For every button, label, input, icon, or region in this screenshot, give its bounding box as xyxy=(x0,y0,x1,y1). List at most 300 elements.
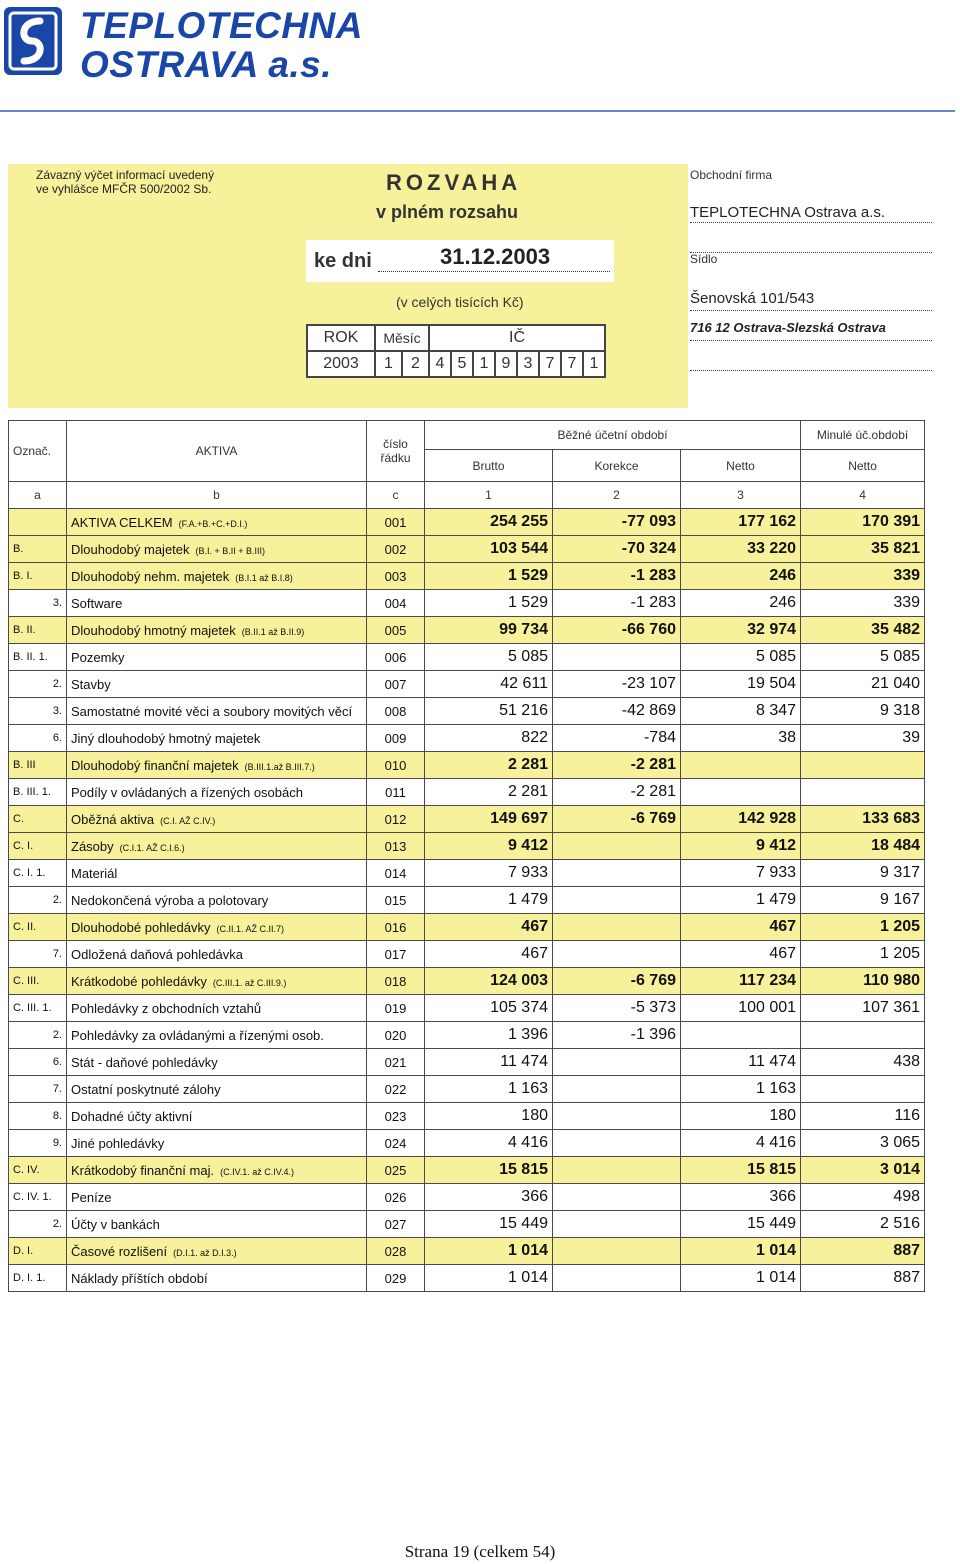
row-number: 007 xyxy=(367,671,425,698)
form-header xyxy=(8,164,934,408)
row-label-text: Pozemky xyxy=(71,649,125,665)
row-netto-prev xyxy=(801,1076,925,1103)
table-row xyxy=(9,779,925,806)
row-number: 001 xyxy=(367,509,425,536)
row-korekce: -2 281 xyxy=(553,752,681,779)
table-row xyxy=(9,1103,925,1130)
row-netto-prev: 498 xyxy=(801,1184,925,1211)
row-oznaceni: B. I. xyxy=(9,563,67,590)
row-oznaceni: C. II. xyxy=(9,914,67,941)
row-brutto: 103 544 xyxy=(425,536,553,563)
row-label xyxy=(67,1103,367,1130)
row-korekce xyxy=(553,1211,681,1238)
row-label-formula: (C.IV.1. až C.IV.4.) xyxy=(220,1166,294,1177)
ic-digit: 7 xyxy=(539,351,561,377)
seat-dotted-line-top xyxy=(690,252,932,253)
row-oznaceni: B. II. 1. xyxy=(9,644,67,671)
row-netto: 32 974 xyxy=(681,617,801,644)
row-label-text: Dlouhodobý majetek xyxy=(71,541,190,557)
form-subtitle: v plném rozsahu xyxy=(376,202,519,222)
row-label xyxy=(67,1130,367,1157)
row-brutto: 5 085 xyxy=(425,644,553,671)
rok-label: ROK xyxy=(307,325,375,351)
row-label xyxy=(67,833,367,860)
row-netto-prev: 9 167 xyxy=(801,887,925,914)
row-label-text: Dlouhodobý finanční majetek xyxy=(71,757,239,773)
row-netto: 9 412 xyxy=(681,833,801,860)
row-label xyxy=(67,1184,367,1211)
row-netto-prev: 116 xyxy=(801,1103,925,1130)
row-korekce xyxy=(553,1076,681,1103)
balance-sheet-form xyxy=(4,164,932,1308)
row-oznaceni: 2. xyxy=(9,1211,67,1238)
row-number: 013 xyxy=(367,833,425,860)
row-netto: 1 479 xyxy=(681,887,801,914)
row-netto: 7 933 xyxy=(681,860,801,887)
row-label xyxy=(67,509,367,536)
row-label xyxy=(67,806,367,833)
row-label-text: Odložená daňová pohledávka xyxy=(71,946,244,962)
row-netto-prev: 107 361 xyxy=(801,995,925,1022)
row-label xyxy=(67,1238,367,1265)
row-label-text: Zásoby xyxy=(71,838,114,854)
row-netto: 19 504 xyxy=(681,671,801,698)
table-body xyxy=(9,509,925,1292)
row-brutto: 11 474 xyxy=(425,1049,553,1076)
firm-info xyxy=(688,164,938,408)
row-netto: 180 xyxy=(681,1103,801,1130)
col-index-1: 1 xyxy=(425,482,553,509)
table-row xyxy=(9,509,925,536)
firm-label: Obchodní firma xyxy=(690,168,773,182)
row-brutto: 1 014 xyxy=(425,1238,553,1265)
row-number: 005 xyxy=(367,617,425,644)
ic-digit: 2 xyxy=(402,351,429,377)
ic-digit: 5 xyxy=(451,351,473,377)
row-number: 015 xyxy=(367,887,425,914)
row-netto-prev: 5 085 xyxy=(801,644,925,671)
row-number: 017 xyxy=(367,941,425,968)
row-number: 026 xyxy=(367,1184,425,1211)
row-label-text: Materiál xyxy=(71,865,118,881)
date-value: 31.12.2003 xyxy=(440,244,551,269)
row-number: 020 xyxy=(367,1022,425,1049)
row-korekce xyxy=(553,941,681,968)
table-row xyxy=(9,1265,925,1292)
row-label xyxy=(67,887,367,914)
table-header-row xyxy=(9,421,925,450)
row-number: 016 xyxy=(367,914,425,941)
row-netto-prev: 21 040 xyxy=(801,671,925,698)
header-netto-prev: Netto xyxy=(801,450,925,482)
row-oznaceni: B. xyxy=(9,536,67,563)
firm-name: TEPLOTECHNA Ostrava a.s. xyxy=(690,204,886,221)
ic-digit: 9 xyxy=(495,351,517,377)
table-row xyxy=(9,887,925,914)
row-netto: 11 474 xyxy=(681,1049,801,1076)
row-label-text: Náklady příštích období xyxy=(71,1270,208,1286)
table-row xyxy=(9,644,925,671)
row-brutto: 1 479 xyxy=(425,887,553,914)
row-brutto: 1 529 xyxy=(425,590,553,617)
row-netto: 38 xyxy=(681,725,801,752)
row-label xyxy=(67,1049,367,1076)
seat-street: Šenovská 101/543 xyxy=(690,290,815,307)
row-brutto: 1 396 xyxy=(425,1022,553,1049)
row-label xyxy=(67,941,367,968)
row-label-text: AKTIVA CELKEM xyxy=(71,514,173,530)
row-oznaceni: 6. xyxy=(9,725,67,752)
row-brutto: 15 449 xyxy=(425,1211,553,1238)
table-row xyxy=(9,833,925,860)
row-label-text: Dlouhodobý hmotný majetek xyxy=(71,622,236,638)
row-brutto: 7 933 xyxy=(425,860,553,887)
row-netto-prev xyxy=(801,752,925,779)
table-row xyxy=(9,563,925,590)
row-number: 024 xyxy=(367,1130,425,1157)
assets-table xyxy=(8,420,925,1292)
row-korekce xyxy=(553,1265,681,1292)
row-label-formula: (B.I.1 až B.I.8) xyxy=(235,572,293,583)
row-korekce: -2 281 xyxy=(553,779,681,806)
ic-digit: 3 xyxy=(517,351,539,377)
row-label-text: Samostatné movité věci a soubory movitých věcí xyxy=(71,703,353,719)
ic-digit: 1 xyxy=(473,351,495,377)
row-brutto: 2 281 xyxy=(425,779,553,806)
row-netto-prev: 2 516 xyxy=(801,1211,925,1238)
row-oznaceni: 2. xyxy=(9,671,67,698)
brand-line-1: TEPLOTECHNA xyxy=(80,5,363,46)
row-label xyxy=(67,725,367,752)
row-brutto: 99 734 xyxy=(425,617,553,644)
table-row xyxy=(9,1049,925,1076)
row-brutto: 9 412 xyxy=(425,833,553,860)
table-row xyxy=(9,536,925,563)
row-brutto: 180 xyxy=(425,1103,553,1130)
row-netto: 15 449 xyxy=(681,1211,801,1238)
row-number: 025 xyxy=(367,1157,425,1184)
col-index-2: 2 xyxy=(553,482,681,509)
row-netto-prev: 110 980 xyxy=(801,968,925,995)
row-netto-prev: 170 391 xyxy=(801,509,925,536)
row-brutto: 105 374 xyxy=(425,995,553,1022)
row-korekce: -70 324 xyxy=(553,536,681,563)
row-brutto: 42 611 xyxy=(425,671,553,698)
row-label xyxy=(67,1022,367,1049)
row-korekce: -6 769 xyxy=(553,968,681,995)
row-label-text: Jiný dlouhodobý hmotný majetek xyxy=(71,730,261,746)
brand-line-2: OSTRAVA a.s. xyxy=(80,44,333,85)
row-korekce: -784 xyxy=(553,725,681,752)
date-box xyxy=(306,240,614,282)
mesic-label: Měsíc xyxy=(375,325,429,351)
legal-note-line-1: Závazný výčet informací uvedený xyxy=(36,168,215,182)
row-oznaceni: 3. xyxy=(9,590,67,617)
row-oznaceni: C. III. xyxy=(9,968,67,995)
row-netto-prev: 3 014 xyxy=(801,1157,925,1184)
row-label xyxy=(67,752,367,779)
row-korekce xyxy=(553,833,681,860)
row-oznaceni: 2. xyxy=(9,1022,67,1049)
row-netto xyxy=(681,1022,801,1049)
row-korekce: -1 283 xyxy=(553,563,681,590)
table-row xyxy=(9,1076,925,1103)
year-id-table xyxy=(306,324,606,378)
ic-digit: 1 xyxy=(583,351,605,377)
row-label-text: Účty v bankách xyxy=(71,1216,160,1232)
header-bezne-obdobi: Běžné účetní období xyxy=(425,421,801,450)
row-label-text: Ostatní poskytnuté zálohy xyxy=(71,1081,221,1097)
row-netto: 177 162 xyxy=(681,509,801,536)
row-label-formula: (C.II.1. AŽ C.II.7) xyxy=(216,923,285,934)
table-row xyxy=(9,698,925,725)
row-number: 006 xyxy=(367,644,425,671)
row-oznaceni: C. xyxy=(9,806,67,833)
row-oznaceni: 9. xyxy=(9,1130,67,1157)
row-korekce: -23 107 xyxy=(553,671,681,698)
row-oznaceni: C. I. xyxy=(9,833,67,860)
seat-dotted-line-3 xyxy=(690,370,932,371)
row-oznaceni: 2. xyxy=(9,887,67,914)
row-brutto: 467 xyxy=(425,914,553,941)
row-netto: 1 014 xyxy=(681,1265,801,1292)
row-number: 023 xyxy=(367,1103,425,1130)
row-oznaceni: B. III. 1. xyxy=(9,779,67,806)
row-netto-prev: 438 xyxy=(801,1049,925,1076)
form-title: ROZVAHA xyxy=(386,170,522,195)
row-netto: 467 xyxy=(681,941,801,968)
col-index-b: b xyxy=(67,482,367,509)
row-label-formula: (B.III.1.až B.III.7.) xyxy=(244,761,315,772)
row-korekce: -77 093 xyxy=(553,509,681,536)
logo-mark-icon xyxy=(4,7,62,75)
header-minule-obdobi: Minulé úč.období xyxy=(801,421,925,450)
date-label: ke dni xyxy=(314,250,372,272)
row-oznaceni: C. I. 1. xyxy=(9,860,67,887)
table-row xyxy=(9,617,925,644)
ic-digit: 4 xyxy=(429,351,451,377)
header-korekce: Korekce xyxy=(553,450,681,482)
table-row xyxy=(9,725,925,752)
row-brutto: 4 416 xyxy=(425,1130,553,1157)
row-netto: 246 xyxy=(681,563,801,590)
row-netto: 246 xyxy=(681,590,801,617)
table-row xyxy=(9,1022,925,1049)
row-brutto: 366 xyxy=(425,1184,553,1211)
row-oznaceni xyxy=(9,509,67,536)
row-oznaceni: 7. xyxy=(9,941,67,968)
row-label xyxy=(67,698,367,725)
row-netto: 15 815 xyxy=(681,1157,801,1184)
row-netto xyxy=(681,779,801,806)
row-oznaceni: C. III. 1. xyxy=(9,995,67,1022)
row-brutto: 1 529 xyxy=(425,563,553,590)
row-number: 002 xyxy=(367,536,425,563)
row-label xyxy=(67,536,367,563)
row-netto-prev: 9 318 xyxy=(801,698,925,725)
row-label-text: Dlouhodobé pohledávky xyxy=(71,919,211,935)
row-netto-prev: 9 317 xyxy=(801,860,925,887)
row-label xyxy=(67,617,367,644)
table-row xyxy=(9,1238,925,1265)
row-label-text: Jiné pohledávky xyxy=(71,1135,165,1151)
date-dotted-line xyxy=(378,271,610,272)
row-label-text: Krátkodobý finanční maj. xyxy=(71,1162,215,1178)
table-row xyxy=(9,1211,925,1238)
row-oznaceni: C. IV. xyxy=(9,1157,67,1184)
seat-dotted-line-2 xyxy=(690,340,932,341)
row-number: 028 xyxy=(367,1238,425,1265)
row-netto-prev: 39 xyxy=(801,725,925,752)
row-oznaceni: C. IV. 1. xyxy=(9,1184,67,1211)
row-netto-prev: 18 484 xyxy=(801,833,925,860)
row-number: 018 xyxy=(367,968,425,995)
row-oznaceni: B. III xyxy=(9,752,67,779)
row-netto-prev: 35 482 xyxy=(801,617,925,644)
row-netto: 100 001 xyxy=(681,995,801,1022)
row-netto-prev: 339 xyxy=(801,563,925,590)
row-netto: 366 xyxy=(681,1184,801,1211)
table-row xyxy=(9,941,925,968)
table-row xyxy=(9,806,925,833)
table-column-index-row xyxy=(9,482,925,509)
row-brutto: 51 216 xyxy=(425,698,553,725)
row-netto-prev: 1 205 xyxy=(801,941,925,968)
row-number: 009 xyxy=(367,725,425,752)
row-netto: 1 163 xyxy=(681,1076,801,1103)
row-netto-prev: 887 xyxy=(801,1265,925,1292)
col-index-c: c xyxy=(367,482,425,509)
row-label xyxy=(67,1076,367,1103)
row-netto: 33 220 xyxy=(681,536,801,563)
row-oznaceni: D. I. 1. xyxy=(9,1265,67,1292)
row-korekce xyxy=(553,1184,681,1211)
row-korekce xyxy=(553,1238,681,1265)
table-row xyxy=(9,590,925,617)
row-label xyxy=(67,644,367,671)
row-brutto: 1 163 xyxy=(425,1076,553,1103)
row-label-text: Stavby xyxy=(71,676,111,692)
row-number: 019 xyxy=(367,995,425,1022)
brand-name xyxy=(80,6,363,84)
row-number: 004 xyxy=(367,590,425,617)
row-brutto: 254 255 xyxy=(425,509,553,536)
ic-label: IČ xyxy=(429,325,605,351)
header-netto: Netto xyxy=(681,450,801,482)
row-label-formula: (D.I.1. až D.I.3.) xyxy=(173,1247,237,1258)
header-cislo-radku: číslo řádku xyxy=(367,421,425,482)
page-footer: Strana 19 (celkem 54) xyxy=(404,1542,556,1561)
row-label-text: Časové rozlišení xyxy=(71,1243,168,1259)
row-netto: 8 347 xyxy=(681,698,801,725)
row-label xyxy=(67,860,367,887)
row-korekce: -5 373 xyxy=(553,995,681,1022)
row-number: 012 xyxy=(367,806,425,833)
row-label-formula: (F.A.+B.+C.+D.I.) xyxy=(178,518,248,529)
row-korekce xyxy=(553,1157,681,1184)
row-label-formula: (B.II.1 až B.II.9) xyxy=(241,626,305,637)
row-netto: 467 xyxy=(681,914,801,941)
row-number: 022 xyxy=(367,1076,425,1103)
header-aktiva: AKTIVA xyxy=(67,421,367,482)
row-korekce: -1 396 xyxy=(553,1022,681,1049)
row-brutto: 149 697 xyxy=(425,806,553,833)
row-label-text: Nedokončená výroba a polotovary xyxy=(71,892,269,908)
col-index-3: 3 xyxy=(681,482,801,509)
row-oznaceni: 6. xyxy=(9,1049,67,1076)
row-label-formula: (C.III.1. až C.III.9.) xyxy=(212,977,287,988)
units-note: (v celých tisících Kč) xyxy=(396,294,524,310)
table-row xyxy=(9,671,925,698)
legal-note-line-2: ve vyhlášce MFČR 500/2002 Sb. xyxy=(36,182,212,196)
table-row xyxy=(9,752,925,779)
row-label xyxy=(67,779,367,806)
col-index-4: 4 xyxy=(801,482,925,509)
row-brutto: 467 xyxy=(425,941,553,968)
row-label xyxy=(67,563,367,590)
row-label-text: Pohledávky z obchodních vztahů xyxy=(71,1000,262,1016)
company-logo xyxy=(4,7,62,75)
row-korekce xyxy=(553,887,681,914)
row-label-text: Software xyxy=(71,595,123,611)
table-row xyxy=(9,1130,925,1157)
row-brutto: 2 281 xyxy=(425,752,553,779)
row-number: 014 xyxy=(367,860,425,887)
row-label-text: Peníze xyxy=(71,1189,112,1205)
row-korekce: -6 769 xyxy=(553,806,681,833)
row-label-text: Dlouhodobý nehm. majetek xyxy=(71,568,230,584)
row-number: 003 xyxy=(367,563,425,590)
row-korekce xyxy=(553,1130,681,1157)
row-oznaceni: 3. xyxy=(9,698,67,725)
table-row xyxy=(9,1157,925,1184)
row-netto-prev: 887 xyxy=(801,1238,925,1265)
ic-digit: 1 xyxy=(375,351,402,377)
firm-dotted-line xyxy=(690,222,932,223)
row-korekce: -66 760 xyxy=(553,617,681,644)
row-label xyxy=(67,1211,367,1238)
row-netto: 117 234 xyxy=(681,968,801,995)
row-label xyxy=(67,671,367,698)
row-oznaceni: 7. xyxy=(9,1076,67,1103)
row-label-formula: (C.I. AŽ C.IV.) xyxy=(160,815,216,826)
row-number: 008 xyxy=(367,698,425,725)
row-label-formula: (C.I.1. AŽ C.I.6.) xyxy=(119,842,185,853)
row-netto-prev xyxy=(801,1022,925,1049)
row-netto-prev: 1 205 xyxy=(801,914,925,941)
row-brutto: 1 014 xyxy=(425,1265,553,1292)
row-label-text: Stát - daňové pohledávky xyxy=(71,1054,218,1070)
row-netto xyxy=(681,752,801,779)
row-label-text: Podíly v ovládaných a řízených osobách xyxy=(71,784,303,800)
row-label xyxy=(67,1157,367,1184)
seat-label: Sídlo xyxy=(690,252,718,266)
row-netto: 5 085 xyxy=(681,644,801,671)
row-korekce xyxy=(553,1049,681,1076)
table-row xyxy=(9,1184,925,1211)
ic-digit: 7 xyxy=(561,351,583,377)
row-korekce xyxy=(553,1103,681,1130)
row-korekce xyxy=(553,860,681,887)
header-brutto: Brutto xyxy=(425,450,553,482)
row-netto-prev: 35 821 xyxy=(801,536,925,563)
row-netto: 142 928 xyxy=(681,806,801,833)
seat-dotted-line-1 xyxy=(690,310,932,311)
table-row xyxy=(9,860,925,887)
row-label xyxy=(67,968,367,995)
table-row xyxy=(9,995,925,1022)
legal-note xyxy=(36,168,214,196)
